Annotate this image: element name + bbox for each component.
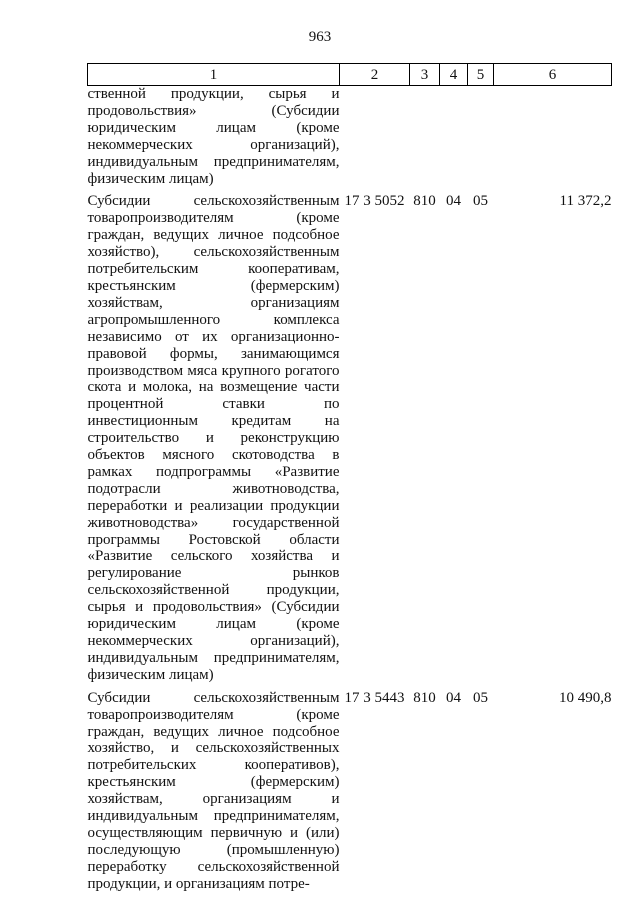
row-description: Субсидии сельскохозяйственным товаропроизводителям (кроме граждан, ведущих личное подсобное хозяйство, и сельскохозяйственных потребительских кооперативов), крестьянским (фермерским) хозяйствам, организациям и индивидуальным предпринимателям, осуществляющим первичную и (или) последующую (промышленную) переработку сельскохозяйственной продукции, и организациям потре- bbox=[87, 689, 340, 892]
row-csr: 17 3 5052 bbox=[344, 193, 405, 210]
table-row bbox=[88, 690, 612, 893]
table-row bbox=[88, 193, 612, 683]
row-description: Субсидии сельскохозяйственным товаропроизводителям (кроме граждан, ведущих личное подсобное хозяйство), сельскохозяйственным потребительским кооперативам, крестьянским (фермерским) хозяйствам, организациям агропромышленного комплекса независимо от их организационно-правовой формы, занимающимся производством мяса крупного рогатого скота и молока, на возмещение части процентной ставки по инвестиционным кредитам на строительство и реконструкцию объектов мясного скотоводства в рамках подпрограммы «Развитие подотрасли животноводства, переработки и реализации продукции животноводства» государственной программы Ростовской области «Развитие сельского хозяйства и регулирование рынков сельскохозяйственной продукции, сырья и продовольствия» (Субсидии юридическим лицам (кроме некоммерческих организаций), индивидуальным предпринимателям, физическим лицам) bbox=[87, 193, 340, 683]
row-vr bbox=[410, 86, 440, 188]
row-vr: 810 bbox=[413, 193, 436, 210]
header-col-2: 2 bbox=[340, 64, 410, 86]
budget-table bbox=[87, 63, 612, 893]
table-row bbox=[88, 86, 612, 188]
row-rz bbox=[440, 86, 468, 188]
row-vr: 810 bbox=[413, 689, 436, 706]
page-number: 963 bbox=[308, 29, 332, 45]
row-rz: 04 bbox=[446, 193, 461, 210]
header-col-6: 6 bbox=[494, 64, 612, 86]
row-csr: 17 3 5443 bbox=[344, 689, 405, 706]
row-pr: 05 bbox=[473, 193, 488, 210]
header-col-3: 3 bbox=[410, 64, 440, 86]
row-pr bbox=[468, 86, 494, 188]
header-col-1: 1 bbox=[88, 64, 340, 86]
table-header-row bbox=[88, 64, 612, 86]
row-csr bbox=[340, 86, 410, 188]
header-col-4: 4 bbox=[440, 64, 468, 86]
header-col-5: 5 bbox=[468, 64, 494, 86]
row-amount: 11 372,2 bbox=[559, 193, 612, 210]
row-description: ственной продукции, сырья и продовольствия» (Субсидии юридическим лицам (кроме некоммерческих организаций), индивидуальным предпринимателям, физическим лицам) bbox=[87, 86, 340, 187]
row-pr: 05 bbox=[473, 689, 488, 706]
row-rz: 04 bbox=[446, 689, 461, 706]
row-amount: 10 490,8 bbox=[559, 689, 612, 706]
row-amount bbox=[494, 86, 612, 188]
